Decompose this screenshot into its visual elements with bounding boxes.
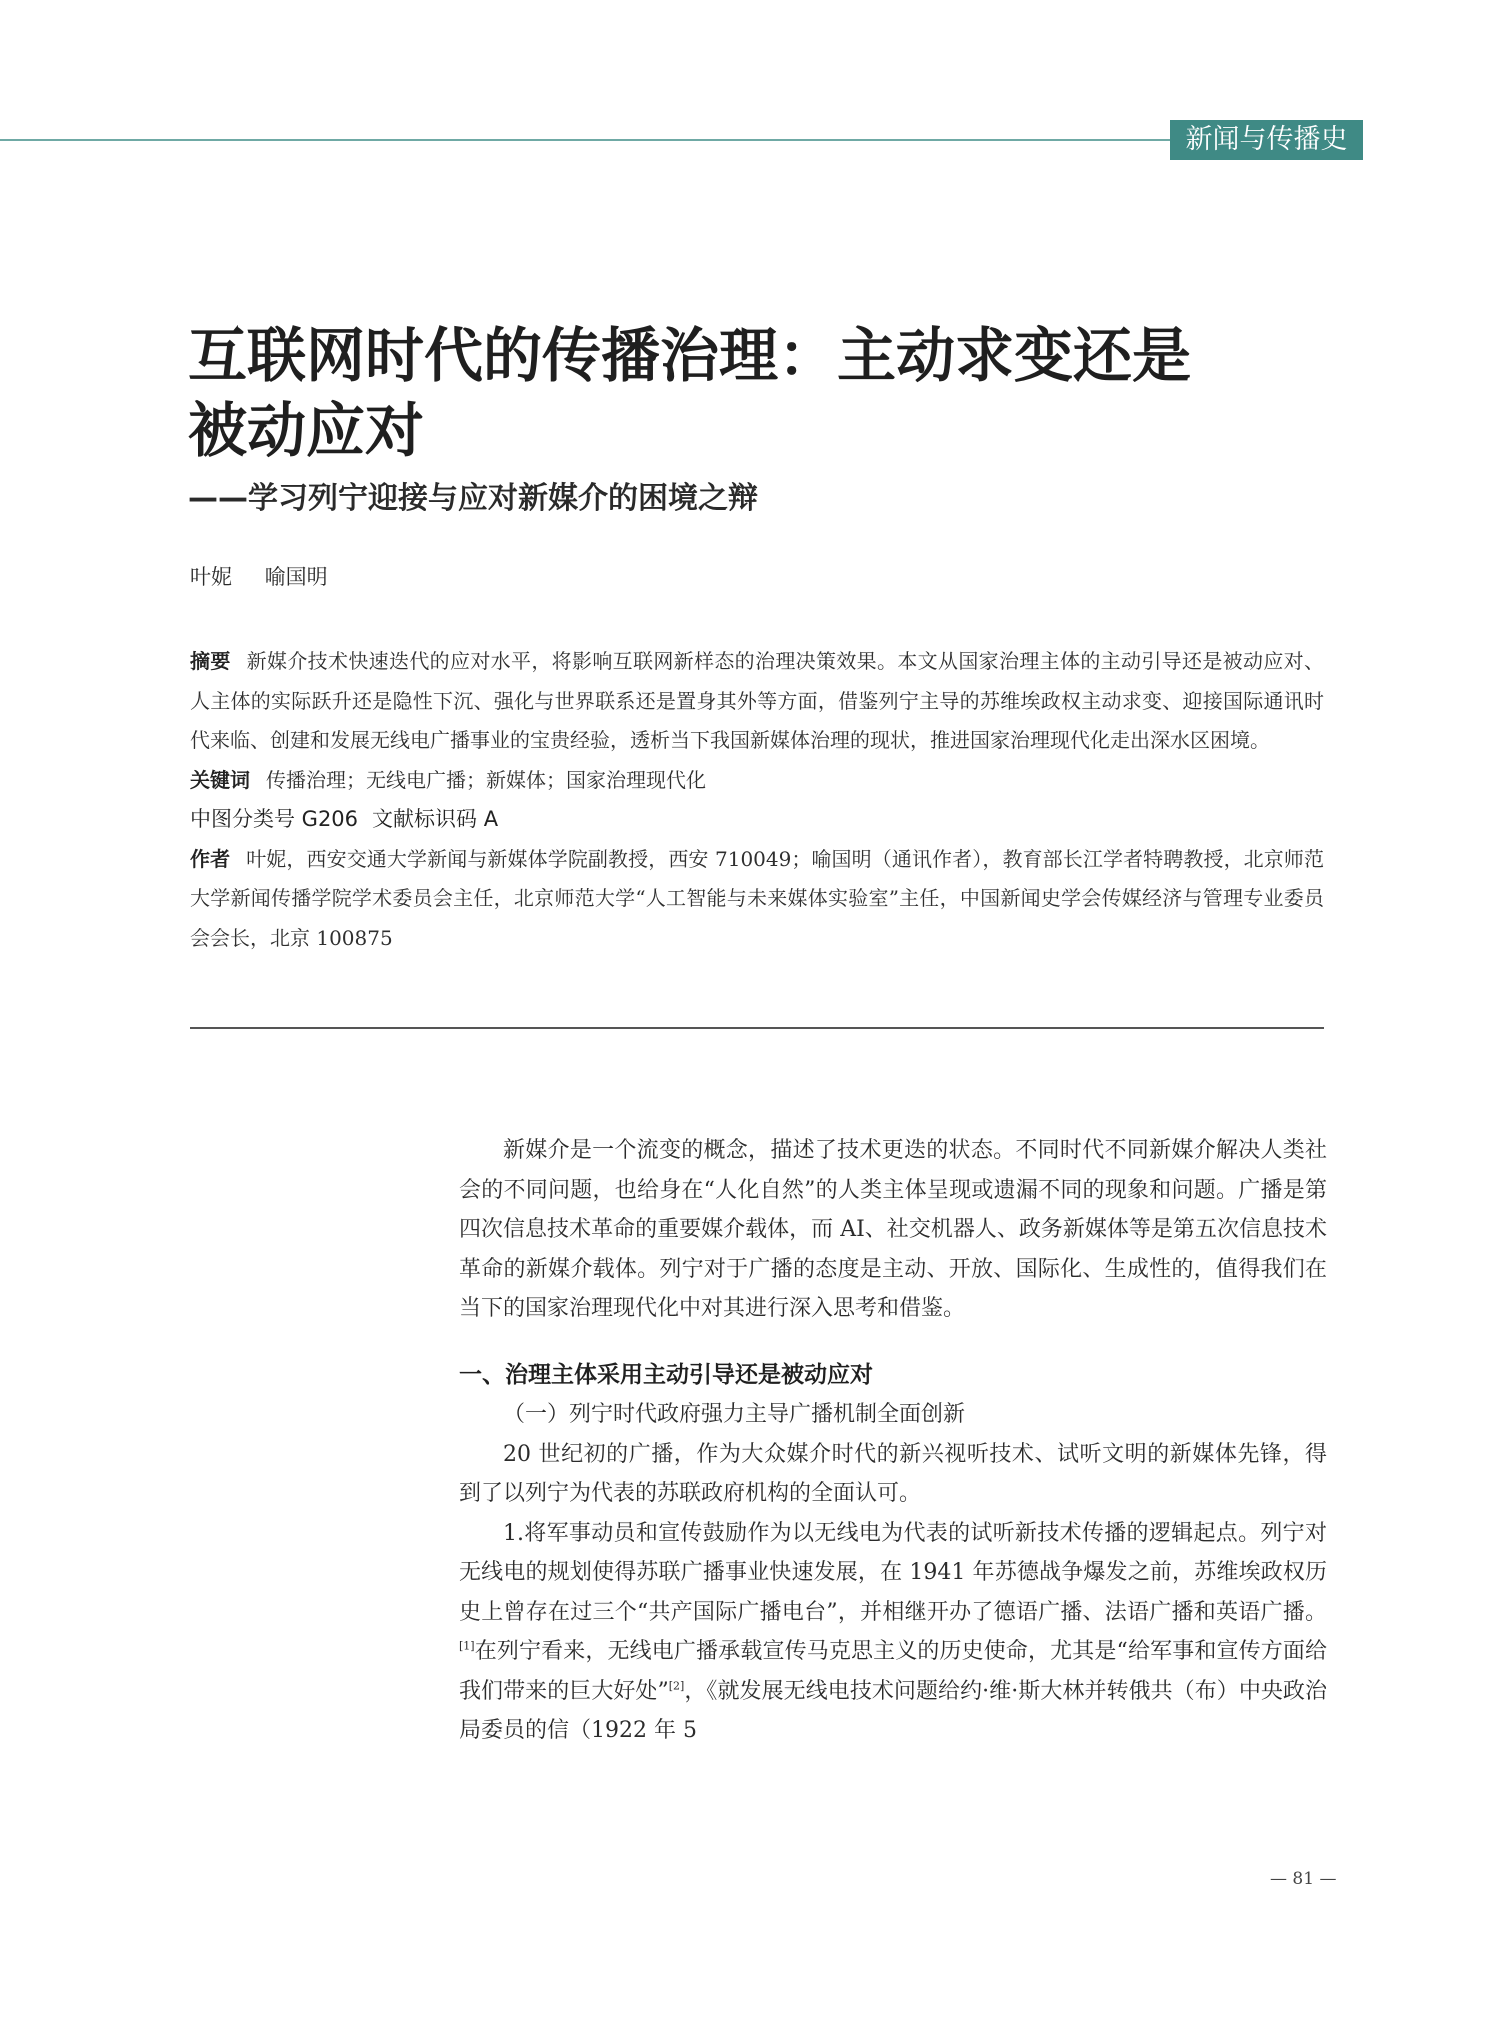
keywords-label: 关键词 — [190, 767, 250, 792]
article-body — [459, 1131, 1327, 1751]
header-rule — [0, 139, 1175, 141]
document-code: 文献标识码 A — [372, 807, 499, 831]
reference-mark[interactable]: [1] — [459, 1639, 475, 1653]
title-line-1: 互联网时代的传播治理：主动求变还是 — [188, 321, 1192, 390]
abstract — [190, 642, 1324, 761]
author-info — [190, 840, 1324, 959]
subsection-heading: （一）列宁时代政府强力主导广播机制全面创新 — [503, 1402, 966, 1427]
author-list — [190, 562, 328, 592]
article-title — [188, 318, 1338, 468]
keywords — [190, 761, 1324, 801]
clc-number: 中图分类号 G206 — [190, 807, 359, 831]
section-tag: 新闻与传播史 — [1170, 120, 1363, 160]
page-number: — 81 — — [1270, 1869, 1337, 1889]
section-heading: 一、治理主体采用主动引导还是被动应对 — [459, 1361, 873, 1388]
abstract-text: 新媒介技术快速迭代的应对水平，将影响互联网新样态的治理决策效果。本文从国家治理主体的主动引导还是被动应对、人主体的实际跃升还是隐性下沉、强化与世界联系还是置身其外等方面，借鉴列宁主导的苏维埃政权主动求变、迎接国际通讯时代来临、创建和发展无线电广播事业的宝贵经验，透析当下我国新媒体治理的现状，推进国家治理现代化走出深水区困境。 — [190, 649, 1325, 752]
author-info-text: 叶妮，西安交通大学新闻与新媒体学院副教授，西安 710049；喻国明（通讯作者），教育部长江学者特聘教授，北京师范大学新闻传播学院学术委员会主任，北京师范大学“人工智能与未来媒体实验室”主任，中国新闻史学会传媒经济与管理专业委员会会长，北京 100875 — [190, 846, 1324, 950]
body-paragraph: 20 世纪初的广播，作为大众媒介时代的新兴视听技术、试听文明的新媒体先锋，得到了以列宁为代表的苏联政府机构的全面认可。 — [459, 1441, 1327, 1506]
author-name: 叶妮 — [190, 565, 232, 589]
keywords-text: 传播治理；无线电广播；新媒体；国家治理现代化 — [266, 767, 706, 792]
body-text: 1.将军事动员和宣传鼓励作为以无线电为代表的试听新技术传播的逻辑起点。列宁对无线电的规划使得苏联广播事业快速发展，在 1941 年苏德战争爆发之前，苏维埃政权历史上曾存在过三个“共产国际广播电台”，并相继开办了德语广播、法语广播和英语广播。 — [459, 1520, 1327, 1625]
body-text: ，《就发展无线电技术问题给约·维·斯大林并转俄共（布）中央政治局委员的信（1922 年 5 — [459, 1678, 1327, 1743]
abstract-divider — [190, 1027, 1324, 1029]
article-meta — [190, 642, 1324, 958]
body-paragraph: 新媒介是一个流变的概念，描述了技术更迭的状态。不同时代不同新媒介解决人类社会的不同问题，也给身在“人化自然”的人类主体呈现或遗漏不同的现象和问题。广播是第四次信息技术革命的重要媒介载体，而 AI、社交机器人、政务新媒体等是第五次信息技术革命的新媒介载体。列宁对于广播的态度是主动、开放、国际化、生成性的，值得我们在当下的国家治理现代化中对其进行深入思考和借鉴。 — [459, 1138, 1327, 1321]
body-paragraph — [459, 1514, 1327, 1751]
article-subtitle: ——学习列宁迎接与应对新媒介的困境之辩 — [188, 481, 758, 516]
author-info-label: 作者 — [190, 846, 231, 871]
author-name: 喻国明 — [264, 565, 328, 589]
abstract-label: 摘要 — [190, 649, 231, 673]
body-text: 在列宁看来，无线电广播承载宣传马克思主义的历史使命，尤其是“给军事和宣传方面给我们带来的巨大好处” — [459, 1639, 1327, 1704]
reference-mark[interactable]: [2] — [668, 1679, 685, 1693]
classification — [190, 800, 1324, 840]
title-line-2: 被动应对 — [188, 396, 425, 465]
